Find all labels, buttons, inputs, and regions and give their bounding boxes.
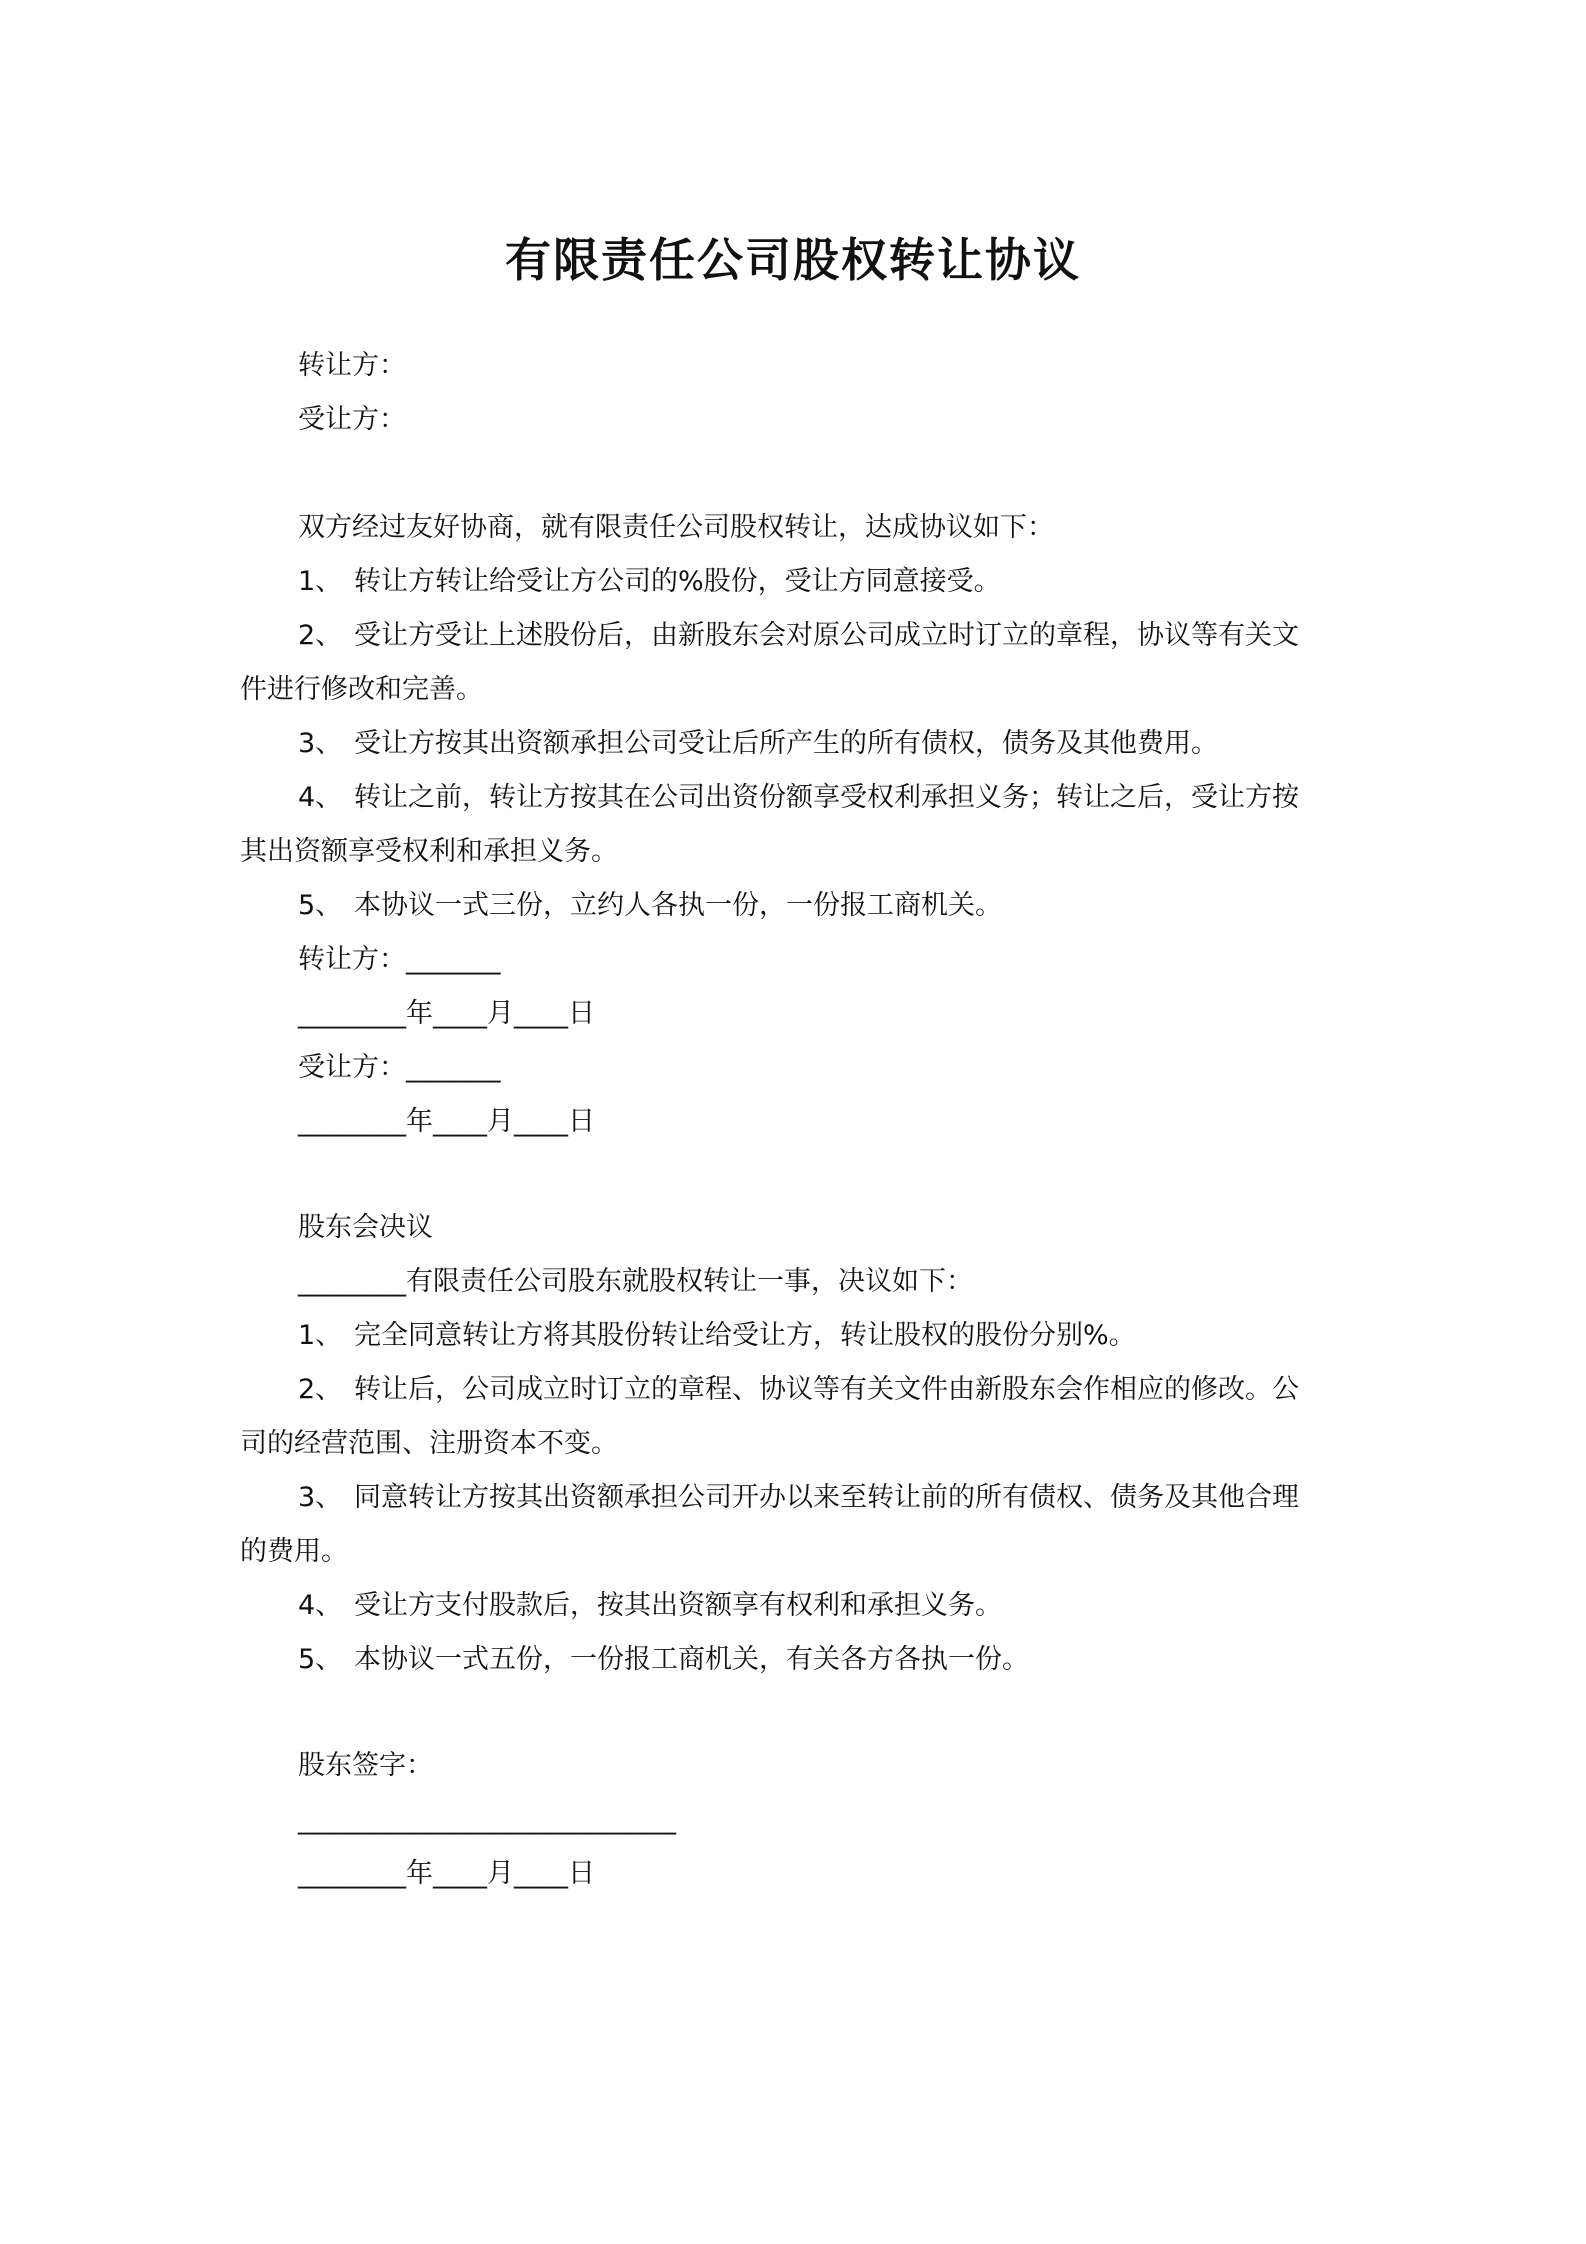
resolution-clause-2-continued: 司的经营范围、注册资本不变。	[240, 1428, 618, 1459]
clause-number: 3、	[298, 1482, 343, 1513]
transferor-date: ________年____月____日	[298, 998, 595, 1029]
clause-text: 完全同意转让方将其股份转让给受让方，转让股权的股份分别%。	[354, 1320, 1136, 1351]
agreement-clause-2-continued: 件进行修改和完善。	[240, 674, 483, 705]
agreement-clause-4-continued: 其出资额享受权利和承担义务。	[240, 836, 618, 867]
document-title: 有限责任公司股权转让协议	[505, 233, 1081, 287]
agreement-clause-2	[298, 616, 1299, 656]
transferor-signature: 转让方：_______	[298, 944, 501, 975]
resolution-clause-1	[298, 1316, 1136, 1356]
clause-number: 4、	[298, 1590, 343, 1621]
transferee-date: ________年____月____日	[298, 1106, 595, 1137]
clause-text: 本协议一式三份，立约人各执一份，一份报工商机关。	[354, 890, 1002, 921]
shareholder-signature-line: ____________________________	[298, 1804, 676, 1835]
resolution-heading: 股东会决议	[298, 1212, 433, 1243]
clause-number: 5、	[298, 890, 343, 921]
clause-text: 转让之前，转让方按其在公司出资份额享受权利承担义务；转让之后，受让方按	[354, 782, 1299, 813]
agreement-intro: 双方经过友好协商，就有限责任公司股权转让，达成协议如下：	[298, 512, 1054, 543]
transferor-label: 转让方：	[298, 350, 406, 381]
agreement-clause-4	[298, 778, 1299, 818]
clause-text: 转让后，公司成立时订立的章程、协议等有关文件由新股东会作相应的修改。公	[354, 1374, 1299, 1405]
transferee-label: 受让方：	[298, 404, 406, 435]
resolution-clause-3-continued: 的费用。	[240, 1536, 348, 1567]
agreement-clause-3	[298, 724, 1218, 764]
resolution-clause-4	[298, 1586, 1002, 1626]
resolution-intro: ________有限责任公司股东就股权转让一事，决议如下：	[298, 1266, 973, 1297]
clause-text: 转让方转让给受让方公司的%股份，受让方同意接受。	[354, 566, 1001, 597]
resolution-clause-2	[298, 1370, 1299, 1410]
clause-text: 受让方按其出资额承担公司受让后所产生的所有债权，债务及其他费用。	[354, 728, 1218, 759]
resolution-date: ________年____月____日	[298, 1858, 595, 1889]
clause-number: 4、	[298, 782, 343, 813]
clause-number: 3、	[298, 728, 343, 759]
clause-number: 1、	[298, 1320, 343, 1351]
agreement-clause-5	[298, 886, 1002, 926]
clause-number: 5、	[298, 1644, 343, 1675]
clause-text: 受让方受让上述股份后，由新股东会对原公司成立时订立的章程，协议等有关文	[354, 620, 1299, 651]
clause-text: 本协议一式五份，一份报工商机关，有关各方各执一份。	[354, 1644, 1029, 1675]
transferee-signature: 受让方：_______	[298, 1052, 501, 1083]
resolution-clause-5	[298, 1640, 1029, 1680]
shareholder-signature-label: 股东签字：	[298, 1750, 433, 1781]
clause-number: 2、	[298, 1374, 343, 1405]
clause-number: 1、	[298, 566, 343, 597]
clause-text: 同意转让方按其出资额承担公司开办以来至转让前的所有债权、债务及其他合理	[354, 1482, 1299, 1513]
agreement-clause-1	[298, 562, 1001, 602]
clause-number: 2、	[298, 620, 343, 651]
resolution-clause-3	[298, 1478, 1299, 1518]
clause-text: 受让方支付股款后，按其出资额享有权利和承担义务。	[354, 1590, 1002, 1621]
